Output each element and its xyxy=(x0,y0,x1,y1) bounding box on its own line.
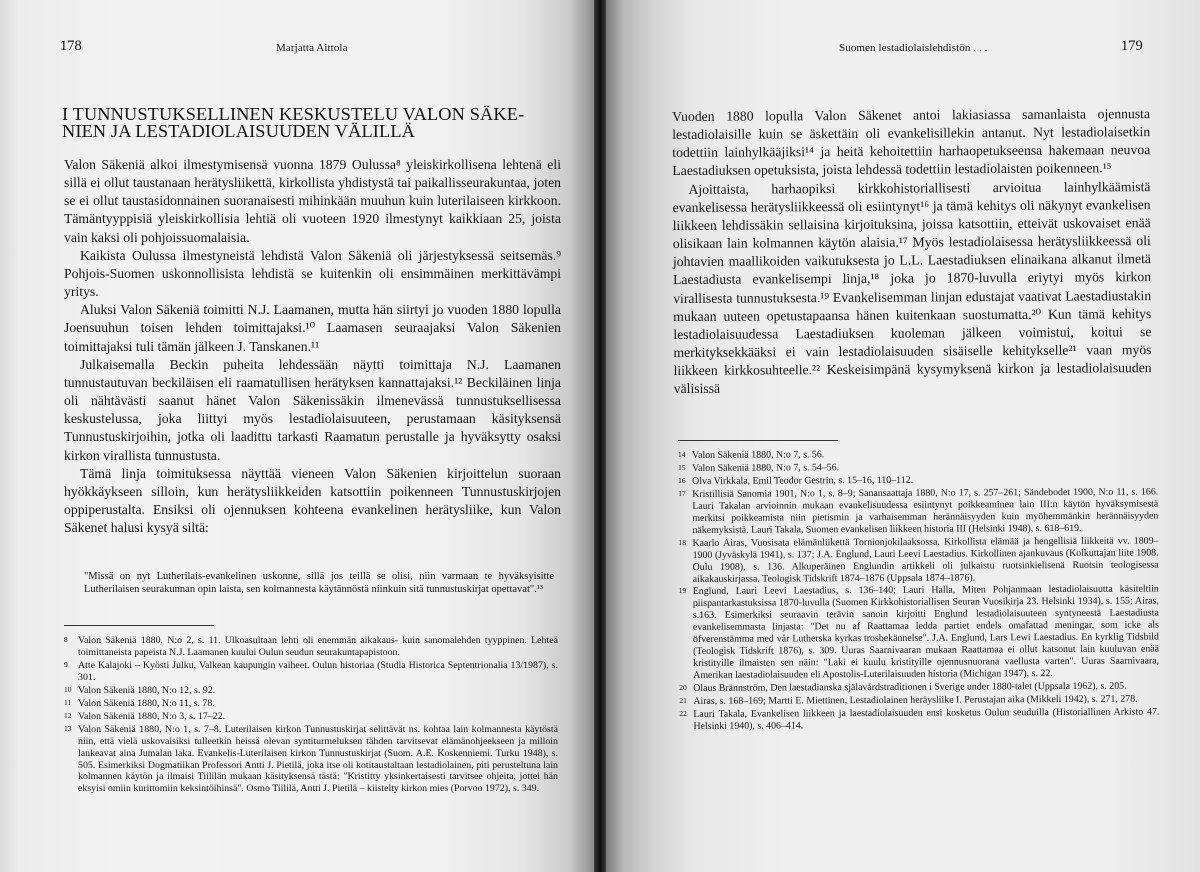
footnote-text: Valon Säkeniä 1880, N:o 7, s. 54–56. xyxy=(692,462,840,474)
footnote-number: 10 xyxy=(64,684,72,694)
page-number: 179 xyxy=(1121,38,1143,54)
footnote xyxy=(64,723,558,796)
body-text xyxy=(672,105,1152,398)
footnote-rule xyxy=(678,440,838,441)
footnote-number: 16 xyxy=(678,475,686,485)
footnote-number: 9 xyxy=(64,659,68,669)
page-number: 178 xyxy=(60,38,82,54)
footnote-rule xyxy=(64,625,214,626)
footnote-number: 17 xyxy=(678,488,686,498)
footnote-text: Valon Säkeniä 1880, N:o 11, s. 78. xyxy=(78,697,215,709)
running-head: Marjatta Aittola xyxy=(276,42,348,54)
footnote-text: Lauri Takala, Evankelisen liikkeen ja laestadiolaisuuden ensi kosketus Oulun seuduilla (Historiallinen Arkisto 47. Helsinki 1940), s. 406–414. xyxy=(693,706,1160,732)
footnote-text: Englund, Lauri Leevi Laestadius, s. 136–140; Lauri Halla, Miten Pohjanmaan lestadiolaisuutta käsiteltiin piispantarkastuksissa 1870-luvulla (Suomen Kirkkohistoriallisen Seuran Vuosikirja 23. Helsinki 1934), s. 155; Airas, s.163. Esimerkiksi seuraavin terävin sanoin kirjoitti Englund lestadiolaisuuteen syntyneestä Laestadiusta evankelisemmasta linjasta: "Det nu af Raattamaa ledda partiet endels omafattad meningar, som icke als öfverenstämma med vår Lutherska kyrkas trosbekännelse". J.A. Englund, Lars Lewi Laestadius. En kyrklig Tidsbild (Teologisk Tidskrift 1876), s. 309. Uuras Saarnivaaran mukaan Raattamaa ei ollut katsonut lain kuuluvan enää kristityille ilmaisten sen näin: "Laki ei kuulu kristityille ojennusnuorana vaellusta varten". Uuras Saarnivaara, Amerikan laestadiolaisuuden eli Apostolis-Luterilaisuuden historia (Michigan 1947), s. 22. xyxy=(692,583,1160,682)
book-gutter xyxy=(594,0,606,872)
footnotes xyxy=(64,634,558,795)
footnote xyxy=(64,710,558,723)
footnote-number: 20 xyxy=(679,683,687,693)
footnote xyxy=(64,659,558,684)
footnote-number: 18 xyxy=(678,537,687,547)
body-text xyxy=(64,156,561,537)
footnote-number: 15 xyxy=(678,462,686,472)
footnote-number: 21 xyxy=(679,696,687,706)
footnote-number: 19 xyxy=(678,586,687,596)
footnote-text: Valon Säkeniä 1880, N:o 2, s. 11. Ulkoasultaan lehti oli enemmän aikakaus- kuin sanomalehden tyyppinen. Lehteä toimittaneista papeista N.J. Laamanen kuului Oulun seudun seurakuntapapistoon. xyxy=(78,635,558,658)
footnote-number: 22 xyxy=(679,708,687,719)
footnote-text: Valon Säkeniä 1880, N:o 1, s. 7–8. Luterilaisen kirkon Tunnustuskirjat selittävät ns. kohtaa lain kolmannesta käytöstä niin, että vielä uskovaisiksi tulleetkin heissä olevan syntiturmeluksen tähden tarvitsevat elämänohjeekseen ja milloin lankeavat aina Jumalan laka. Evankelis-Luterilaisen kirkon Tunnustuskirjat (Suom. A.E. Koskenniemi. Turku 1948), s. 505. Esimerkiksi Dogmatiikan Professori Antti J. Pietilä, joka itse oli kotitaustaltaan lestadiolainen, piti perusteltuna lain kolmannen käytön ja ilmaisi Tiililän mukaan käsityksensä tästä: "Kristitty yksinkertaisesti tarvitsee ohjeita, jottei hän eksyisi omiin kurittomiin keksintöihinsä". Osmo Tiililä, Antti J. Pietilä – kiistelty kirkon mies (Porvoo 1972), s. 349. xyxy=(78,723,558,795)
footnote-text: Olva Virkkala, Emil Teodor Gestrin, s. 15–16, 110–112. xyxy=(692,474,914,487)
paragraph: Kaikista Oulussa ilmestyneistä lehdistä Valon Säkeniä oli järjestyksessä seitsemäs.⁹ Pohjois-Suomen uskonnollisista lehdistä se kuitenkin oli ensimmäinen merkittävämpi yritys. xyxy=(64,247,561,300)
footnote xyxy=(678,485,1158,536)
paragraph: Tämä linja toimituksessa näyttää vieneen Valon Säkenien kirjoittelun suoraan hyökkäykseen silloin, kun herätysliikkeiden katsottiin poikenneen Tunnustuskirjojen oppiperustalta. Ensiksi oli ojennuksen kohteena evankelinen herätysliike, kun Valon Säkenet halusi kysyä siltä: xyxy=(64,465,561,536)
left-page xyxy=(0,0,594,872)
block-quote: "Missä on nyt Lutherilais-evankelinen uskonne, sillä jos teillä se olisi, niin varmaan te hyväksyisitte Lutherilaisen seurakunnan opin laista, sen kolmannesta käytännöstä niinkuin sitä tunnustuskirjat opettavat".¹³ xyxy=(84,571,554,595)
paragraph: Vuoden 1880 lopulla Valon Säkenet antoi lakiasiassa samanlaista ojennusta lestadiolaisille kuin se äskettäin oli evankelisillekin antanut. Nyt lestadiolaisetkin todettiin lainhylkääjiksi¹⁴ ja heitä kehoitettiin harhaopetukseensa hakemaan neuvoa Laestadiuksen opetuksista, joista lehdessä todettiin lestadiolaisten poikenneen.¹⁵ xyxy=(672,106,1151,179)
right-page xyxy=(606,0,1200,872)
footnote-number: 12 xyxy=(64,710,72,720)
footnote-text: Airas, s. 168–169; Martti E. Miettinen, Lestadiolainen heräysliike I. Perustajan aika (Mikkeli 1942), s. 271, 278. xyxy=(693,693,1138,707)
paragraph: Ajoittaista, harhaopiksi kirkkohistoriallisesti arvioitua lainhylkäämistä evankelisessa herätysliikkeessä oli esiintynyt¹⁶ ja tämä kehitys oli näkynyt evankelisen liikkeen lehdissäkin sellaisina kirjoituksina, joissa katsottiin, etteivät uskovaiset enää olisikaan lain kolmannen käytön alaisia.¹⁷ Myös lestadiolaisessa herätysliikkeessä oli johtavien maallikoiden vaikutuksesta jo L.L. Laestadiuksen elinaikana alkanut ilmetä Laestadiusta evankelisempi linja,¹⁸ joka jo 1870-luvulla eriytyi myös kirkon virallisesta tunnustuksesta.¹⁹ Evankelisemman linjan edustajat vaativat Laestadiustakin mukaan uuteen opetustapaansa hänen kuitenkaan suostumatta.²⁰ Kun tämä kehitys lestadiolaisuudessa Laestadiuksen kuoleman jälkeen voimistui, koitui se merkityksekkääksi ei vain lestadiolaisuuden sisäiselle kehitykselle²¹ vaan myös liikkeen kirkkosuhteelle.²² Keskeisimpänä kysymyksenä kirkon ja lestadiolaisuuden välisissä xyxy=(672,178,1152,397)
footnote xyxy=(64,684,558,697)
paragraph: Julkaisemalla Beckin puheita lehdessään näytti toimittaja N.J. Laamanen tunnustautuvan beckiläisen eli raamatullisen herätyksen kannattajaksi.¹² Beckiläinen linja oli nähtävästi saanut hänet Valon Säkenissäkin ilmenevässä tunnustuksellisessa keskustelussa, joka liittyi myös lestadiolaisuuteen, perustamaan käsityksensä Tunnustuskirjoihin, jotka oli laadittu tarkasti Raamatun perustalle ja hyväksytty osaksi kirkon virallista tunnustusta. xyxy=(64,356,561,463)
footnote-text: Olaus Brännström, Den laestadianska själavårdstraditionen i Sverige under 1880-talet (Uppsala 1962), s. 205. xyxy=(693,680,1127,695)
footnote-text: Valon Säkeniä 1880, N:o 3, s. 17–22. xyxy=(78,710,226,722)
footnote-text: Valon Säkeniä 1880, N:o 7, s. 56. xyxy=(692,449,825,461)
footnote xyxy=(678,534,1158,585)
footnote-text: Valon Säkeniä 1880, N:o 12, s. 92. xyxy=(78,684,216,696)
footnote-number: 11 xyxy=(64,697,72,707)
footnotes xyxy=(678,446,1159,732)
footnote-number: 8 xyxy=(64,635,68,644)
footnote xyxy=(679,583,1159,682)
footnote xyxy=(64,697,558,710)
paragraph: Valon Säkeniä alkoi ilmestymisensä vuonna 1879 Oulussa⁸ yleiskirkollisena lehtenä eli sillä ei ollut taustanaan herätysliikettä, kirkollista yhdistystä tai paikallisseurakuntaa, joten se ei ollut taustasidonnainen suoranaisesti mihinkään muuhun kuin luterilaiseen kirkkoon. Tämäntyyppisiä yleiskirkollisia lehtiä oli vuoteen 1920 ilmestynyt kaikkiaan 25, joista vain kaksi oli pohjoissuomalaisia. xyxy=(64,157,561,245)
paragraph: Aluksi Valon Säkeniä toimitti N.J. Laamanen, mutta hän siirtyi jo vuoden 1880 lopulla Joensuuhun toisen lehden toimittajaksi.¹⁰ Laamasen seuraajaksi Valon Säkenien toimittajaksi tuli tämän jälkeen J. Tanskanen.¹¹ xyxy=(64,302,561,354)
footnote-number: 14 xyxy=(678,449,686,459)
heading-line: I TUNNUSTUKSELLINEN KESKUSTELU VALON SÄKE- xyxy=(62,104,525,124)
footnote xyxy=(64,634,558,659)
chapter-heading xyxy=(62,106,562,139)
footnote-text: Kristillisiä Sanomia 1901, N:o 1, s. 8–9; Sanansaattaja 1880, N:o 17, s. 257–261; Sändebodet 1900, N:o 11, s. 166. Lauri Takalan arvioinnin mukaan evankelisuudessa esiintynyt poikkeaminen lain III:n käytön hyväksymisestä merkitsi poikkeamista niin pietismin ja varhaisemman herännäisyyden kuin myöhemmänkin herännäisyyden näkemyksistä. Lauri Takala, Suomen evankelisen liikkeen historia III (Helsinki 1948), s. 618–619. xyxy=(692,486,1159,536)
footnote xyxy=(679,705,1159,732)
heading-line: NIEN JA LESTADIOLAISUUDEN VÄLILLÄ xyxy=(62,120,415,141)
running-head: Suomen lestadiolaislehdistön . . . xyxy=(839,42,988,54)
footnote-number: 13 xyxy=(64,723,72,733)
footnote-text: Atte Kalajoki – Kyösti Julku, Valkean kaupungin vaiheet. Oulun historiaa (Studia Historica Septentrionalia 13/1987), s. 301. xyxy=(78,659,558,683)
footnote-text: Kaarlo Airas, Vuosisata elämänliikettä Tornionjokilaaksossa. Kirkollista elämää ja hengellisiä liikkeitä vv. 1809–1900 (Jyväskylä 1941), s. 137; J.A. Englund, Lauri Leevi Laestadius. Kirkollinen ajankuvaus (Kolkuttajan liite 1908. Oulu 1908), s. 136. Alkuperäinen Englundin artikkeli oli julkaistu ruotsinkielisenä Ruotsin teologisessa aikakauskirjassa. Teologisk Tidskrift 1874–1876 (Uppsala 1874–1876). xyxy=(692,535,1159,585)
